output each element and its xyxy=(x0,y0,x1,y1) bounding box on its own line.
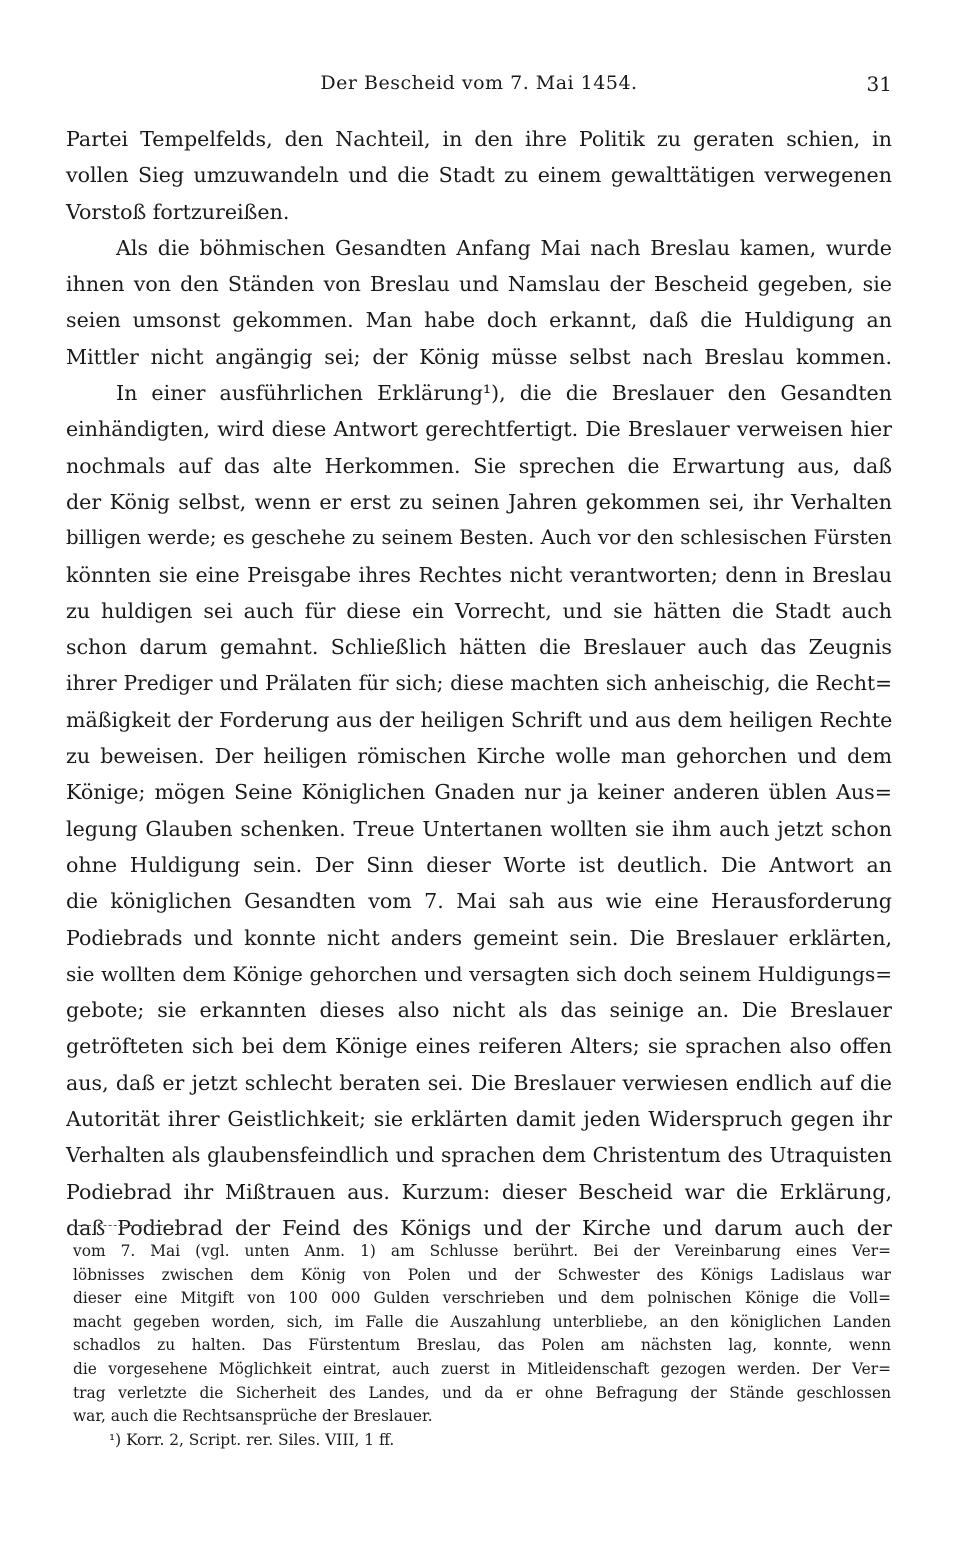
body-line: nochmals auf das alte Herkommen. Sie sprechen die Erwartung aus, daß xyxy=(66,453,892,478)
footnotes xyxy=(73,1240,891,1452)
body-line: Partei Tempelfelds, den Nachteil, in den ihre Politik zu geraten schien, in xyxy=(66,127,892,151)
body-line: In einer ausführlichen Erklärung¹), die die Breslauer den Gesandten xyxy=(116,381,892,406)
body-line: Podiebrad ihr Mißtrauen aus. Kurzum: dieser Bescheid war die Erklärung, xyxy=(66,1179,892,1204)
footnote-line: vom 7. Mai (vgl. unten Anm. 1) am Schlusse berührt. Bei der Vereinbarung eines Ver= xyxy=(73,1242,891,1260)
body-line: gebote; sie erkannten dieses also nicht als das seinige an. Die Breslauer xyxy=(66,998,892,1023)
footnote-line: dieser eine Mitgift von 100 000 Gulden verschrieben und dem polnischen Könige die Voll= xyxy=(73,1289,891,1308)
body-line: Als die böhmischen Gesandten Anfang Mai nach Breslau kamen, wurde xyxy=(116,235,892,260)
body-line: könnten sie eine Preisgabe ihres Rechtes nicht verantworten; denn in Breslau xyxy=(66,562,892,587)
body-line: Verhalten als glaubensfeindlich und sprachen dem Christentum des Utraquisten xyxy=(66,1143,892,1168)
footnote-line: schadlos zu halten. Das Fürstentum Breslau, das Polen am nächsten lag, konnte, wenn xyxy=(73,1336,891,1355)
body-line: legung Glauben schenken. Treue Untertanen wollten sie ihm auch jetzt schon xyxy=(66,816,892,841)
body-line: Mittler nicht angängig sei; der König müsse selbst nach Breslau kommen. xyxy=(66,344,892,369)
body-line: sie wollten dem Könige gehorchen und versagten sich doch seinem Huldigungs= xyxy=(66,961,892,986)
body-line: schon darum gemahnt. Schließlich hätten die Breslauer auch das Zeugnis xyxy=(66,635,892,660)
body-line: ohne Huldigung sein. Der Sinn dieser Worte ist deutlich. Die Antwort an xyxy=(66,852,892,877)
footnote-line: macht gegeben worden, sich, im Falle die Auszahlung unterbliebe, an den königlichen Landen xyxy=(73,1312,891,1331)
body-line: einhändigten, wird diese Antwort gerechtfertigt. Die Breslauer verweisen hier xyxy=(66,417,892,442)
footnote-line: trag verletzte die Sicherheit des Landes, und da er ohne Befragung der Stände geschlossen xyxy=(73,1383,891,1402)
body-line: seien umsonst gekommen. Man habe doch erkannt, daß die Huldigung an xyxy=(66,308,892,333)
body-line: Könige; mögen Seine Königlichen Gnaden nur ja keiner anderen üblen Aus= xyxy=(66,780,892,805)
footnote-line: die vorgesehene Möglichkeit eintrat, auch zuerst in Mitleidenschaft gezogen werden. Der Ver= xyxy=(73,1359,891,1378)
body-line: ihrer Prediger und Prälaten für sich; diese machten sich anheischig, die Recht= xyxy=(66,671,892,696)
footnote-line: war, auch die Rechtsansprüche der Breslauer. xyxy=(73,1407,433,1426)
body-line: zu huldigen sei auch für diese ein Vorrecht, und sie hätten die Stadt auch xyxy=(66,598,892,623)
footnote-line: löbnisses zwischen dem König von Polen und der Schwester des Königs Ladislaus war xyxy=(73,1265,891,1284)
body-line: die königlichen Gesandten vom 7. Mai sah aus wie eine Herausforderung xyxy=(66,889,892,914)
body-line: ihnen von den Ständen von Breslau und Namslau der Bescheid gegeben, sie xyxy=(66,272,892,297)
main-text xyxy=(66,121,892,1246)
body-line: daß Podiebrad der Feind des Königs und der Kirche und darum auch der xyxy=(66,1215,892,1240)
body-line: mäßigkeit der Forderung aus der heiligen Schrift und aus dem heiligen Rechte xyxy=(66,707,893,732)
page-number: 31 xyxy=(866,72,892,96)
body-line: aus, daß er jetzt schlecht beraten sei. Die Breslauer verwiesen endlich auf die xyxy=(66,1070,892,1095)
body-line: zu beweisen. Der heiligen römischen Kirche wolle man gehorchen und dem xyxy=(66,744,892,769)
body-line: Podiebrads und konnte nicht anders gemeint sein. Die Breslauer erklärten, xyxy=(66,925,892,950)
running-title: Der Bescheid vom 7. Mai 1454. xyxy=(320,72,638,94)
footnote-divider xyxy=(78,1225,178,1226)
body-line: vollen Sieg umzuwandeln und die Stadt zu einem gewalttätigen verwegenen xyxy=(66,163,892,188)
body-line: Vorstoß fortzureißen. xyxy=(66,199,290,224)
body-line: getröfteten sich bei dem Könige eines reiferen Alters; sie sprachen also offen xyxy=(66,1034,892,1059)
body-line: billigen werde; es geschehe zu seinem Besten. Auch vor den schlesischen Fürsten xyxy=(66,526,892,550)
body-line: Autorität ihrer Geistlichkeit; sie erklärten damit jeden Widerspruch gegen ihr xyxy=(66,1107,892,1132)
page-header xyxy=(66,72,892,102)
footnote-reference: ¹) Korr. 2, Script. rer. Siles. VIII, 1 ff. xyxy=(109,1430,395,1449)
body-line: der König selbst, wenn er erst zu seinen Jahren gekommen sei, ihr Verhalten xyxy=(66,489,892,514)
